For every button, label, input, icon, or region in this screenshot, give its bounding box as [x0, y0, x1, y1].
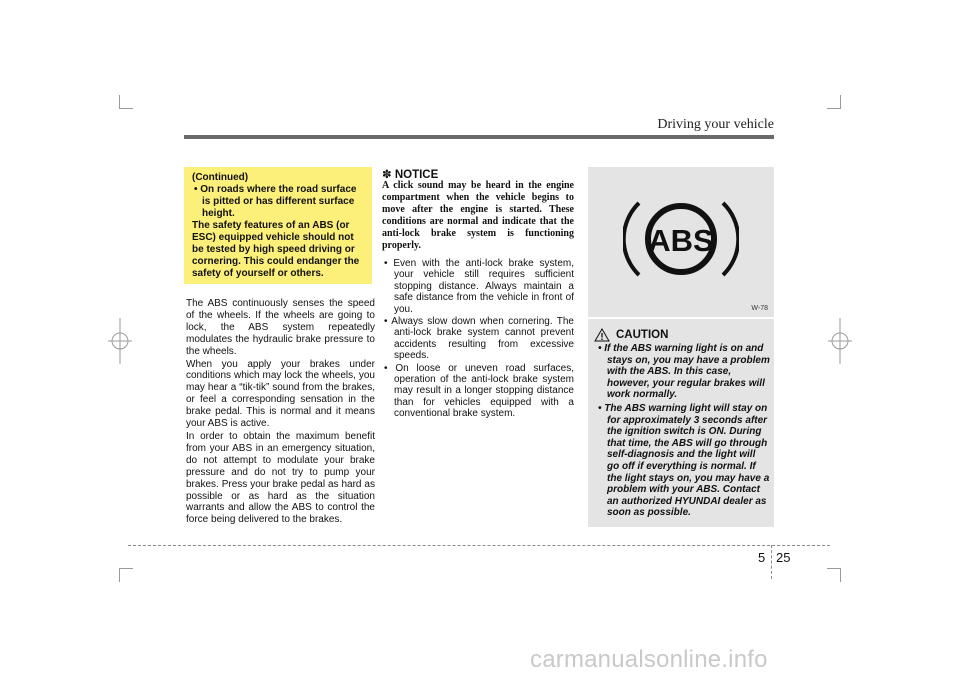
warning-triangle-icon [594, 328, 610, 342]
notice-intro: A click sound may be heard in the engine compartment when the vehicle begins to move after the engine is started. These conditions are normal and indicate that the anti-lock brake system is functioning properly. [382, 180, 574, 251]
crop-mark [119, 568, 120, 582]
notice-bullet-text: Always slow down when cornering. The anti-lock brake system cannot prevent accidents resulting from excessive speeds. [391, 316, 574, 362]
crop-mark [827, 108, 841, 109]
list-item: • If the ABS warning light is on and stays on, you may have a problem with the ABS. In this case, however, your regular brakes will work normally. [598, 343, 770, 401]
registration-mark-right [828, 318, 852, 364]
caution-header [594, 327, 668, 343]
header-rule [184, 135, 774, 139]
abs-label: ABS [648, 223, 714, 258]
crop-mark [827, 568, 841, 569]
abs-figure-panel [588, 167, 774, 317]
caution-list [596, 343, 770, 521]
caution-bullet-text: If the ABS warning light is on and stays on, you may have a problem with the ABS. In this case, however, your regular brakes will work normally. [604, 343, 770, 401]
warning-continuation-box [184, 167, 372, 284]
crop-mark [119, 108, 133, 109]
list-item: • Always slow down when cornering. The anti-lock brake system cannot prevent accidents resulting from excessive speeds. [384, 316, 574, 362]
registration-mark-left [108, 318, 132, 364]
warning-bullet-text: On roads where the road surface is pitted or has different surface height. [200, 184, 357, 219]
list-item: • The ABS warning light will stay on for approximately 3 seconds after the ignition switch is ON. During that time, the ABS will go through self-diagnosis and the light will go off if everything is normal. If the light stays on, you may have a problem with your ABS. Contact an authorized HYUNDAI dealer as soon as possible. [598, 402, 770, 519]
section-number: 5 [758, 550, 766, 565]
crop-mark [840, 95, 841, 109]
caution-bullet-text: The ABS warning light will stay on for approximately 3 seconds after the ignition switch is ON. During that time, the ABS will go through self-diagnosis and the light will go off if everything is normal. If the light stays on, you may have a problem with your ABS. Contact an authorized HYUNDAI dealer as soon as possible. [604, 402, 770, 519]
body-paragraph: When you apply your brakes under conditions which may lock the wheels, you may hear a “tik-tik” sound from the brakes, or feel a corresponding sensation in the brake pedal. This is normal and it means your ABS is active. [186, 358, 375, 430]
abs-description [186, 298, 375, 527]
notice-list [382, 258, 574, 421]
notice-bullet-text: On loose or uneven road surfaces, operation of the anti-lock brake system may result in a longer stopping distance than for vehicles equipped with a conventional brake system. [394, 362, 574, 420]
section-header-title: Driving your vehicle [657, 117, 774, 132]
abs-warning-light-icon [623, 189, 739, 289]
caution-panel [588, 319, 774, 527]
footer-rule [128, 545, 830, 546]
footer-divider [771, 545, 772, 579]
warning-bullet: • On roads where the road surface is pitted or has different surface height. [194, 184, 357, 219]
list-item: • On loose or uneven road surfaces, operation of the anti-lock brake system may result in a longer stopping distance than for vehicles equipped with a conventional brake system. [384, 362, 574, 420]
notice-title: ✽ NOTICE [382, 169, 439, 181]
crop-mark [119, 568, 133, 569]
body-paragraph: In order to obtain the maximum benefit from your ABS in an emergency situation, do not attempt to modulate your brake pressure and do not try to pump your brakes. Press your brake pedal as hard as possible or as hard as the situation warrants and allow the ABS to control the force being delivered to the brakes. [186, 430, 375, 526]
list-item: • Even with the anti-lock brake system, your vehicle still requires sufficient stopping distance. Always maintain a safe distance from the vehicle in front of you. [384, 258, 574, 315]
figure-code: W-78 [751, 305, 768, 312]
watermark: carmanualsonline.info [530, 646, 768, 673]
page-number: 25 [776, 550, 791, 565]
crop-mark [119, 95, 120, 109]
warning-paragraph: The safety features of an ABS (or ESC) equipped vehicle should not be tested by high speed driving or cornering. This could endanger the safety of yourself or others. [192, 220, 360, 279]
crop-mark [840, 568, 841, 582]
caution-title: CAUTION [616, 329, 669, 341]
notice-bullet-text: Even with the anti-lock brake system, your vehicle still requires sufficient stopping distance. Always maintain a safe distance from the vehicle in front of you. [393, 258, 574, 315]
body-paragraph: The ABS continuously senses the speed of the wheels. If the wheels are going to lock, the ABS system repeatedly modulates the hydraulic brake pressure to the wheels. [186, 298, 375, 357]
warning-heading: (Continued) [192, 172, 249, 183]
